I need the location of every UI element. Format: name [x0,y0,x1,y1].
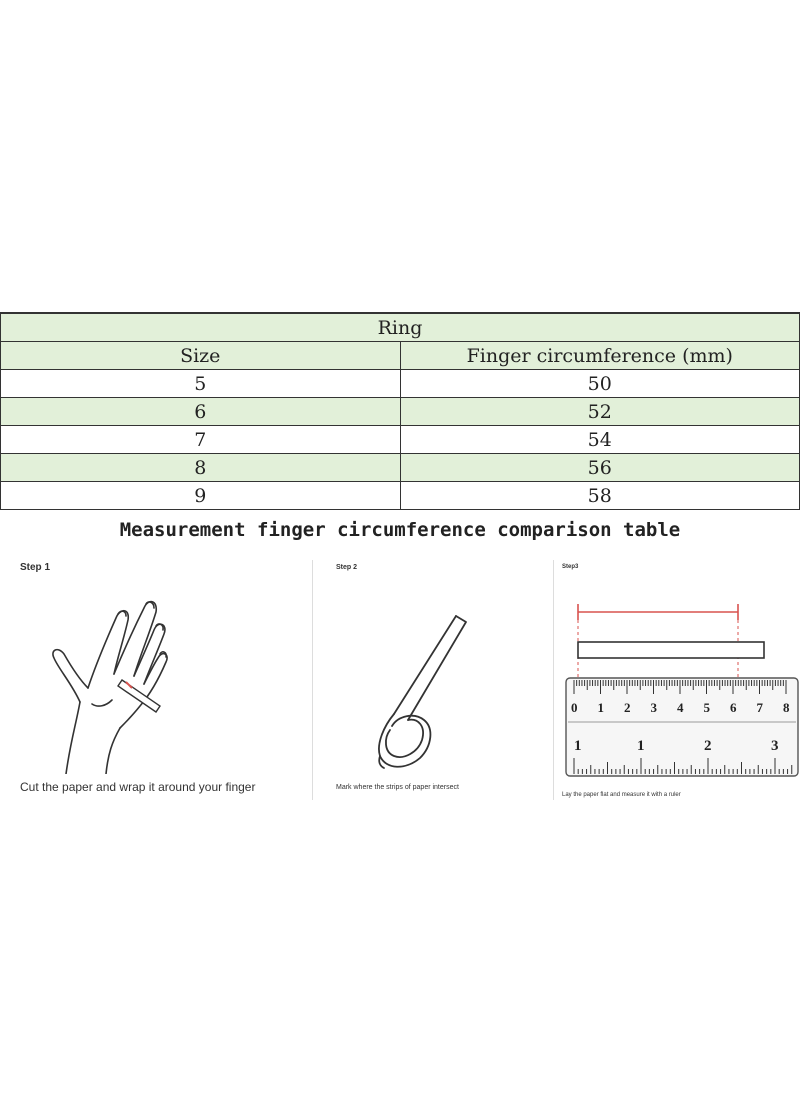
step-2-caption: Mark where the strips of paper intersect [336,784,459,791]
ruler-top-number: 7 [756,700,763,715]
table-row [1,482,800,510]
cell-size: 6 [1,398,401,426]
ruler-top-number: 5 [703,700,710,715]
ruler-top-number: 0 [571,700,578,715]
hand-wrap-illustration [36,584,206,774]
cell-circumference: 58 [400,482,800,510]
table-row [1,454,800,482]
cell-size: 5 [1,370,401,398]
ruler-top-number: 4 [677,700,684,715]
step-3-panel [556,556,800,804]
ruler-bottom-number: 2 [704,738,712,754]
cell-size: 9 [1,482,401,510]
ruler-measure-illustration [556,592,800,792]
ruler-top-number: 1 [597,700,604,715]
header-circumference: Finger circumference (mm) [400,342,800,370]
ruler-bottom-number: 3 [771,738,779,754]
cell-size: 7 [1,426,401,454]
ruler-top-number: 8 [783,700,790,715]
step-2-label: Step 2 [336,564,358,571]
cell-circumference: 50 [400,370,800,398]
ruler-top-number: 2 [624,700,631,715]
table-title: Ring [1,313,800,342]
ruler-bottom-number: 1 [574,738,582,754]
table-row [1,426,800,454]
table-row [1,398,800,426]
cell-circumference: 56 [400,454,800,482]
header-size: Size [1,342,401,370]
step-2-panel [318,556,550,804]
comparison-heading: Measurement finger circumference comparison table [119,519,681,541]
table-title-row [1,313,800,342]
step-3-caption: Lay the paper flat and measure it with a ruler [562,792,681,798]
step-1-label: Step 1 [20,562,51,573]
table-row [1,370,800,398]
table-header-row [1,342,800,370]
step-1-caption: Cut the paper and wrap it around your finger [20,780,256,794]
step-1-panel [8,556,304,804]
ruler-bottom-number: 1 [637,738,645,754]
cell-size: 8 [1,454,401,482]
cell-circumference: 54 [400,426,800,454]
paper-loop-illustration [340,586,490,776]
panel-divider [553,560,554,800]
ruler-top-number: 3 [650,700,657,715]
cell-circumference: 52 [400,398,800,426]
step-3-label: Step3 [562,564,579,570]
ruler-top-number: 6 [730,700,737,715]
ring-size-table [0,312,800,510]
panel-divider [312,560,313,800]
